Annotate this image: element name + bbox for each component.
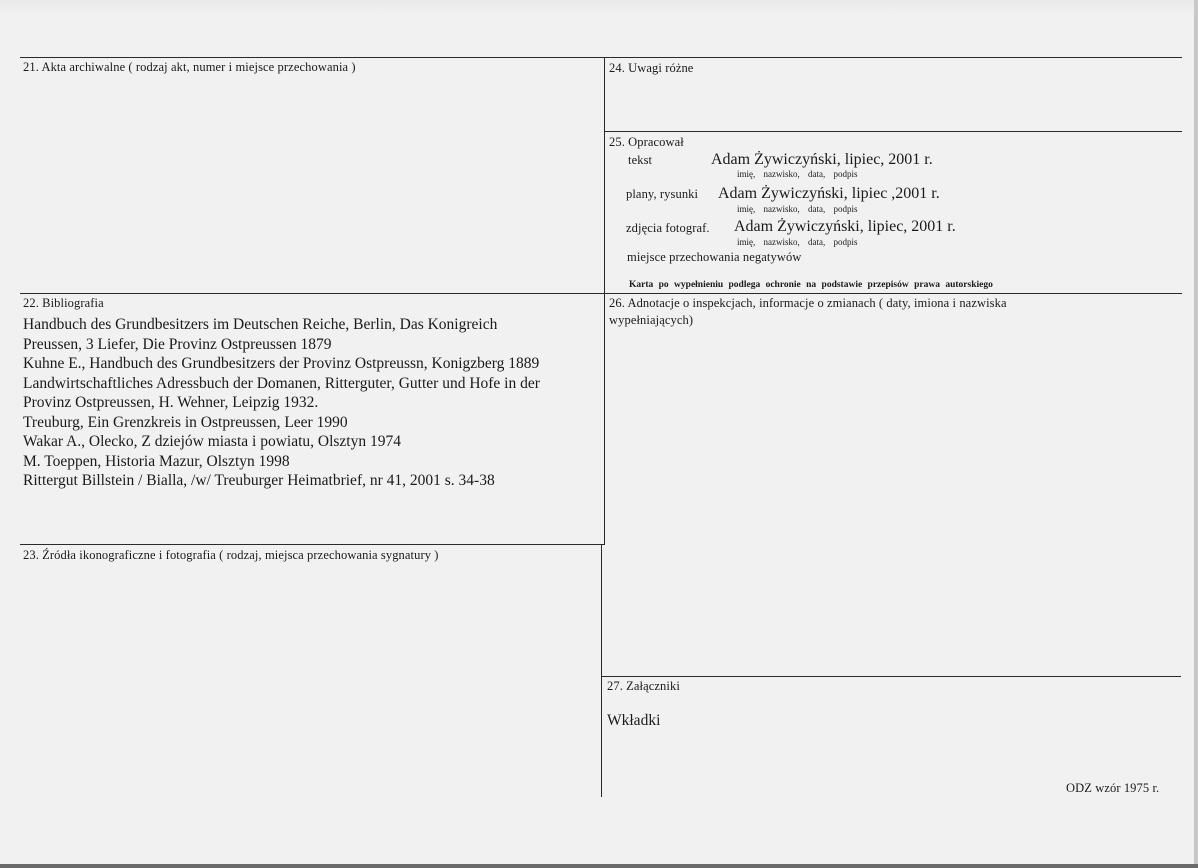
- negatives-label: miejsce przechowania negatywów: [627, 250, 802, 264]
- field-plany-value: Adam Żywiczyński, lipiec ,2001 r.: [718, 185, 940, 202]
- section-24-label: 24. Uwagi różne: [609, 61, 694, 75]
- bibliography-list: [23, 315, 603, 491]
- copyright-note: Karta po wypełnieniu podlega ochronie na podstawie przepisów prawa autorskiego: [629, 280, 993, 290]
- rule-top: [20, 57, 1182, 58]
- section-26-label-line1: 26. Adnotacje o inspekcjach, informacje o zmianach ( daty, imiona i nazwiska: [609, 296, 1007, 310]
- rule-26-27: [601, 676, 1181, 677]
- rule-row-2: [20, 293, 1182, 294]
- section-25-label: 25. Opracował: [609, 135, 684, 149]
- bibliography-entry: Kuhne E., Handbuch des Grundbesitzers der Provinz Ostpreussn, Konigzberg 1889: [23, 355, 540, 372]
- bibliography-entry: M. Toeppen, Historia Mazur, Olsztyn 1998: [23, 452, 290, 470]
- rule-center-lower: [601, 545, 602, 797]
- field-zdjecia-value: Adam Żywiczyński, lipiec, 2001 r.: [734, 218, 956, 235]
- bibliography-entry: Treuburg, Ein Grenzkreis in Ostpreussen, Leer 1990: [23, 413, 348, 431]
- field-zdjecia-hint: imię, nazwisko, data, podpis: [737, 237, 858, 247]
- field-plany-hint: imię, nazwisko, data, podpis: [737, 204, 858, 214]
- section-21-label: 21. Akta archiwalne ( rodzaj akt, numer i miejsce przechowania ): [23, 60, 356, 74]
- scan-edge-top: [0, 0, 1198, 14]
- section-22-label: 22. Bibliografia: [23, 296, 104, 310]
- scan-edge-bottom: [0, 864, 1198, 868]
- field-zdjecia-label: zdjęcia fotograf.: [626, 221, 710, 235]
- form-version-footer: ODZ wzór 1975 r.: [1066, 781, 1160, 795]
- field-plany-label: plany, rysunki: [626, 187, 699, 201]
- rule-22-23: [20, 544, 604, 545]
- bibliography-entry: Handbuch des Grundbesitzers im Deutschen Reiche, Berlin, Das Konigreich: [23, 316, 498, 333]
- field-tekst-label: tekst: [628, 153, 653, 167]
- rule-24-25: [604, 131, 1182, 132]
- section-27-label: 27. Załączniki: [607, 679, 680, 693]
- bibliography-entry: Landwirtschaftliches Adressbuch der Domanen, Ritterguter, Gutter und Hofe in der: [23, 374, 540, 392]
- field-tekst-value: Adam Żywiczyński, lipiec, 2001 r.: [711, 151, 933, 168]
- bibliography-entry: Rittergut Billstein / Bialla, /w/ Treuburger Heimatbrief, nr 41, 2001 s. 34-38: [23, 472, 495, 489]
- section-26-label-line2: wypełniających): [609, 313, 694, 327]
- section-23-label: 23. Źródła ikonograficzne i fotografia ( rodzaj, miejsca przechowania sygnatury ): [23, 548, 439, 562]
- attachments-value: Wkładki: [607, 712, 661, 729]
- scan-edge-right: [1194, 0, 1198, 868]
- bibliography-entry: Wakar A., Olecko, Z dziejów miasta i powiatu, Olsztyn 1974: [23, 433, 401, 450]
- field-tekst-hint: imię, nazwisko, data, podpis: [737, 169, 858, 179]
- bibliography-entry: Preussen, 3 Liefer, Die Provinz Ostpreussen 1879: [23, 335, 332, 353]
- bibliography-entry: Provinz Ostpreussen, H. Wehner, Leipzig 1932.: [23, 394, 319, 411]
